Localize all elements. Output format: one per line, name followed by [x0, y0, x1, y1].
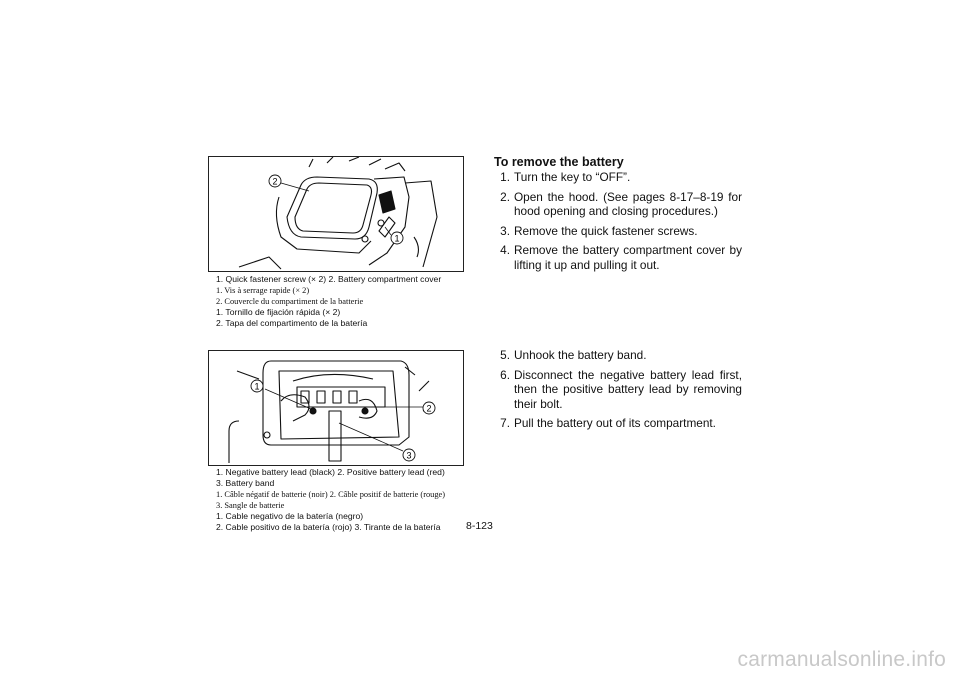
caption-line: 1. Cable negativo de la batería (negro) [216, 511, 364, 521]
step-item: 3. Remove the quick fastener screws. [500, 223, 698, 238]
caption-line: 1. Vis à serrage rapide (× 2) [216, 286, 310, 295]
caption-line: 1. Quick fastener screw (× 2) 2. Battery compartment cover [216, 274, 442, 284]
step-item: 7. Pull the battery out of its compartment. [500, 416, 716, 430]
figure1-caption [216, 274, 441, 329]
section-heading: To remove the battery [494, 155, 624, 169]
svg-text:2: 2 [272, 176, 278, 187]
svg-text:2: 2 [426, 403, 432, 414]
step-item: 5. Unhook the battery band. [500, 348, 647, 362]
caption-line: 2. Cable positivo de la batería (rojo) 3. Tirante de la batería [216, 522, 441, 532]
figure-battery-leads [208, 350, 464, 466]
step-item: 2. Open the hood. (See pages 8-17–8-19 for hood opening and closing procedures.) [500, 189, 742, 218]
steps-list-b [492, 348, 742, 436]
callout-1 [391, 232, 403, 244]
svg-text:1: 1 [254, 381, 260, 392]
step-item: 1. Turn the key to “OFF”. [500, 170, 631, 184]
caption-line: 1. Negative battery lead (black) 2. Positive battery lead (red) [216, 467, 445, 477]
callout-2 [423, 402, 435, 414]
page-number: 8-123 [466, 520, 493, 532]
caption-line: 3. Battery band [216, 478, 275, 488]
callout-3 [403, 449, 415, 461]
steps-list-a [492, 170, 742, 277]
callout-1 [251, 380, 263, 392]
step-item: 4. Remove the battery compartment cover by lifting it up and pulling it out. [500, 243, 742, 272]
callout-2 [269, 175, 281, 187]
battery-cover-illustration [209, 157, 463, 271]
svg-text:1: 1 [394, 233, 400, 244]
caption-line: 3. Sangle de batterie [216, 501, 285, 510]
caption-line: 2. Tapa del compartimento de la batería [216, 318, 368, 328]
watermark: carmanualsonline.info [737, 648, 946, 671]
battery-leads-illustration [209, 351, 463, 465]
figure-battery-cover [208, 156, 464, 272]
svg-text:3: 3 [406, 450, 412, 461]
caption-line: 2. Couvercle du compartiment de la batterie [216, 297, 364, 306]
step-item: 6. Disconnect the negative battery lead first, then the positive battery lead by removing their bolt. [500, 367, 742, 411]
caption-line: 1. Tornillo de fijación rápida (× 2) [216, 307, 341, 317]
figure2-caption [216, 467, 445, 533]
caption-line: 1. Câble négatif de batterie (noir) 2. Câble positif de batterie (rouge) [216, 490, 446, 499]
